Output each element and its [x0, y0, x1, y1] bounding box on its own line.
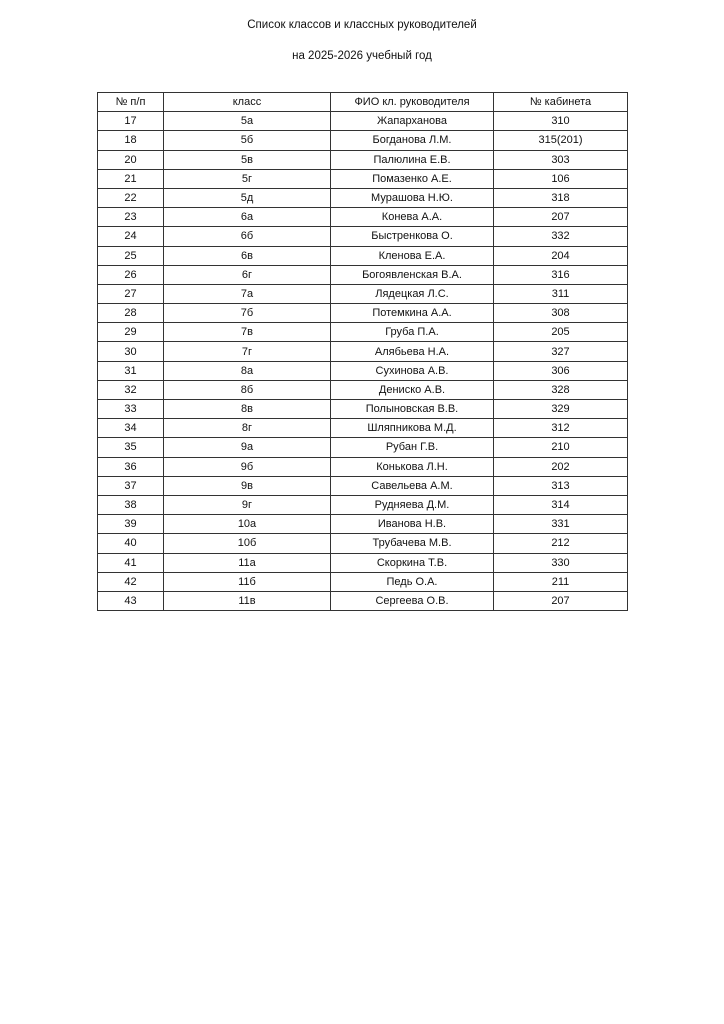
cell-class: 11в [164, 591, 331, 610]
cell-number: 21 [98, 169, 164, 188]
header-room: № кабинета [494, 93, 628, 112]
cell-teacher: Алябьева Н.А. [331, 342, 494, 361]
header-class: класс [164, 93, 331, 112]
cell-teacher: Скоркина Т.В. [331, 553, 494, 572]
table-body [98, 112, 628, 611]
cell-number: 26 [98, 265, 164, 284]
table-row [98, 227, 628, 246]
cell-number: 32 [98, 380, 164, 399]
table-header-row [98, 93, 628, 112]
header-number: № п/п [98, 93, 164, 112]
cell-number: 31 [98, 361, 164, 380]
cell-teacher: Мурашова Н.Ю. [331, 188, 494, 207]
cell-number: 28 [98, 304, 164, 323]
cell-room: 204 [494, 246, 628, 265]
cell-class: 8г [164, 419, 331, 438]
cell-number: 18 [98, 131, 164, 150]
cell-teacher: Педь О.А. [331, 572, 494, 591]
cell-number: 35 [98, 438, 164, 457]
cell-number: 40 [98, 534, 164, 553]
cell-teacher: Лядецкая Л.С. [331, 284, 494, 303]
document-subtitle: на 2025-2026 учебный год [292, 50, 432, 62]
cell-number: 43 [98, 591, 164, 610]
cell-class: 10б [164, 534, 331, 553]
table-row [98, 380, 628, 399]
cell-teacher: Дениско А.В. [331, 380, 494, 399]
cell-number: 37 [98, 476, 164, 495]
document-title: Список классов и классных руководителей [247, 19, 477, 31]
cell-room: 106 [494, 169, 628, 188]
cell-class: 9а [164, 438, 331, 457]
cell-class: 8в [164, 400, 331, 419]
cell-teacher: Рудняева Д.М. [331, 495, 494, 514]
cell-class: 8а [164, 361, 331, 380]
cell-room: 331 [494, 515, 628, 534]
cell-room: 314 [494, 495, 628, 514]
cell-teacher: Сухинова А.В. [331, 361, 494, 380]
cell-number: 36 [98, 457, 164, 476]
cell-number: 20 [98, 150, 164, 169]
cell-room: 210 [494, 438, 628, 457]
cell-number: 41 [98, 553, 164, 572]
table-row [98, 515, 628, 534]
cell-class: 9б [164, 457, 331, 476]
cell-number: 17 [98, 112, 164, 131]
cell-class: 6г [164, 265, 331, 284]
cell-class: 6б [164, 227, 331, 246]
cell-class: 11б [164, 572, 331, 591]
table-row [98, 265, 628, 284]
cell-teacher: Богданова Л.М. [331, 131, 494, 150]
cell-class: 5а [164, 112, 331, 131]
cell-room: 329 [494, 400, 628, 419]
table-row [98, 342, 628, 361]
cell-class: 11а [164, 553, 331, 572]
cell-number: 24 [98, 227, 164, 246]
cell-teacher: Савельева А.М. [331, 476, 494, 495]
cell-room: 207 [494, 591, 628, 610]
cell-teacher: Конева А.А. [331, 208, 494, 227]
cell-number: 30 [98, 342, 164, 361]
cell-room: 313 [494, 476, 628, 495]
cell-room: 328 [494, 380, 628, 399]
table-row [98, 150, 628, 169]
cell-room: 205 [494, 323, 628, 342]
cell-teacher: Шляпникова М.Д. [331, 419, 494, 438]
cell-room: 316 [494, 265, 628, 284]
cell-teacher: Помазенко А.Е. [331, 169, 494, 188]
cell-room: 330 [494, 553, 628, 572]
cell-teacher: Рубан Г.В. [331, 438, 494, 457]
cell-class: 5г [164, 169, 331, 188]
cell-teacher: Палюлина Е.В. [331, 150, 494, 169]
cell-number: 39 [98, 515, 164, 534]
cell-class: 7б [164, 304, 331, 323]
cell-number: 22 [98, 188, 164, 207]
table-row [98, 553, 628, 572]
cell-room: 327 [494, 342, 628, 361]
cell-class: 9в [164, 476, 331, 495]
cell-room: 303 [494, 150, 628, 169]
table-row [98, 400, 628, 419]
cell-teacher: Жапарханова [331, 112, 494, 131]
header-teacher: ФИО кл. руководителя [331, 93, 494, 112]
cell-teacher: Потемкина А.А. [331, 304, 494, 323]
cell-teacher: Груба П.А. [331, 323, 494, 342]
table-row [98, 438, 628, 457]
cell-room: 315(201) [494, 131, 628, 150]
cell-room: 308 [494, 304, 628, 323]
cell-room: 312 [494, 419, 628, 438]
cell-class: 8б [164, 380, 331, 399]
cell-number: 23 [98, 208, 164, 227]
cell-room: 311 [494, 284, 628, 303]
cell-number: 29 [98, 323, 164, 342]
table-row [98, 246, 628, 265]
class-teachers-table [97, 92, 628, 611]
cell-number: 38 [98, 495, 164, 514]
table-row [98, 476, 628, 495]
table-row [98, 495, 628, 514]
cell-teacher: Богоявленская В.А. [331, 265, 494, 284]
cell-number: 34 [98, 419, 164, 438]
cell-room: 207 [494, 208, 628, 227]
cell-class: 7а [164, 284, 331, 303]
table-row [98, 112, 628, 131]
cell-room: 310 [494, 112, 628, 131]
table-row [98, 284, 628, 303]
table-row [98, 361, 628, 380]
cell-class: 6а [164, 208, 331, 227]
table-row [98, 208, 628, 227]
cell-class: 7в [164, 323, 331, 342]
table-row [98, 131, 628, 150]
table-row [98, 572, 628, 591]
cell-class: 5в [164, 150, 331, 169]
cell-number: 33 [98, 400, 164, 419]
table-row [98, 419, 628, 438]
cell-number: 25 [98, 246, 164, 265]
cell-room: 212 [494, 534, 628, 553]
table-row [98, 534, 628, 553]
cell-teacher: Сергеева О.В. [331, 591, 494, 610]
cell-room: 332 [494, 227, 628, 246]
cell-class: 6в [164, 246, 331, 265]
table-row [98, 323, 628, 342]
cell-room: 202 [494, 457, 628, 476]
cell-teacher: Полыновская В.В. [331, 400, 494, 419]
cell-teacher: Кленова Е.А. [331, 246, 494, 265]
cell-number: 27 [98, 284, 164, 303]
cell-class: 9г [164, 495, 331, 514]
table-row [98, 591, 628, 610]
cell-class: 5д [164, 188, 331, 207]
cell-teacher: Иванова Н.В. [331, 515, 494, 534]
cell-room: 318 [494, 188, 628, 207]
table-row [98, 304, 628, 323]
cell-class: 10а [164, 515, 331, 534]
cell-teacher: Быстренкова О. [331, 227, 494, 246]
table-row [98, 457, 628, 476]
cell-teacher: Трубачева М.В. [331, 534, 494, 553]
cell-number: 42 [98, 572, 164, 591]
cell-teacher: Конькова Л.Н. [331, 457, 494, 476]
cell-room: 211 [494, 572, 628, 591]
cell-room: 306 [494, 361, 628, 380]
cell-class: 7г [164, 342, 331, 361]
table-row [98, 188, 628, 207]
cell-class: 5б [164, 131, 331, 150]
table-row [98, 169, 628, 188]
